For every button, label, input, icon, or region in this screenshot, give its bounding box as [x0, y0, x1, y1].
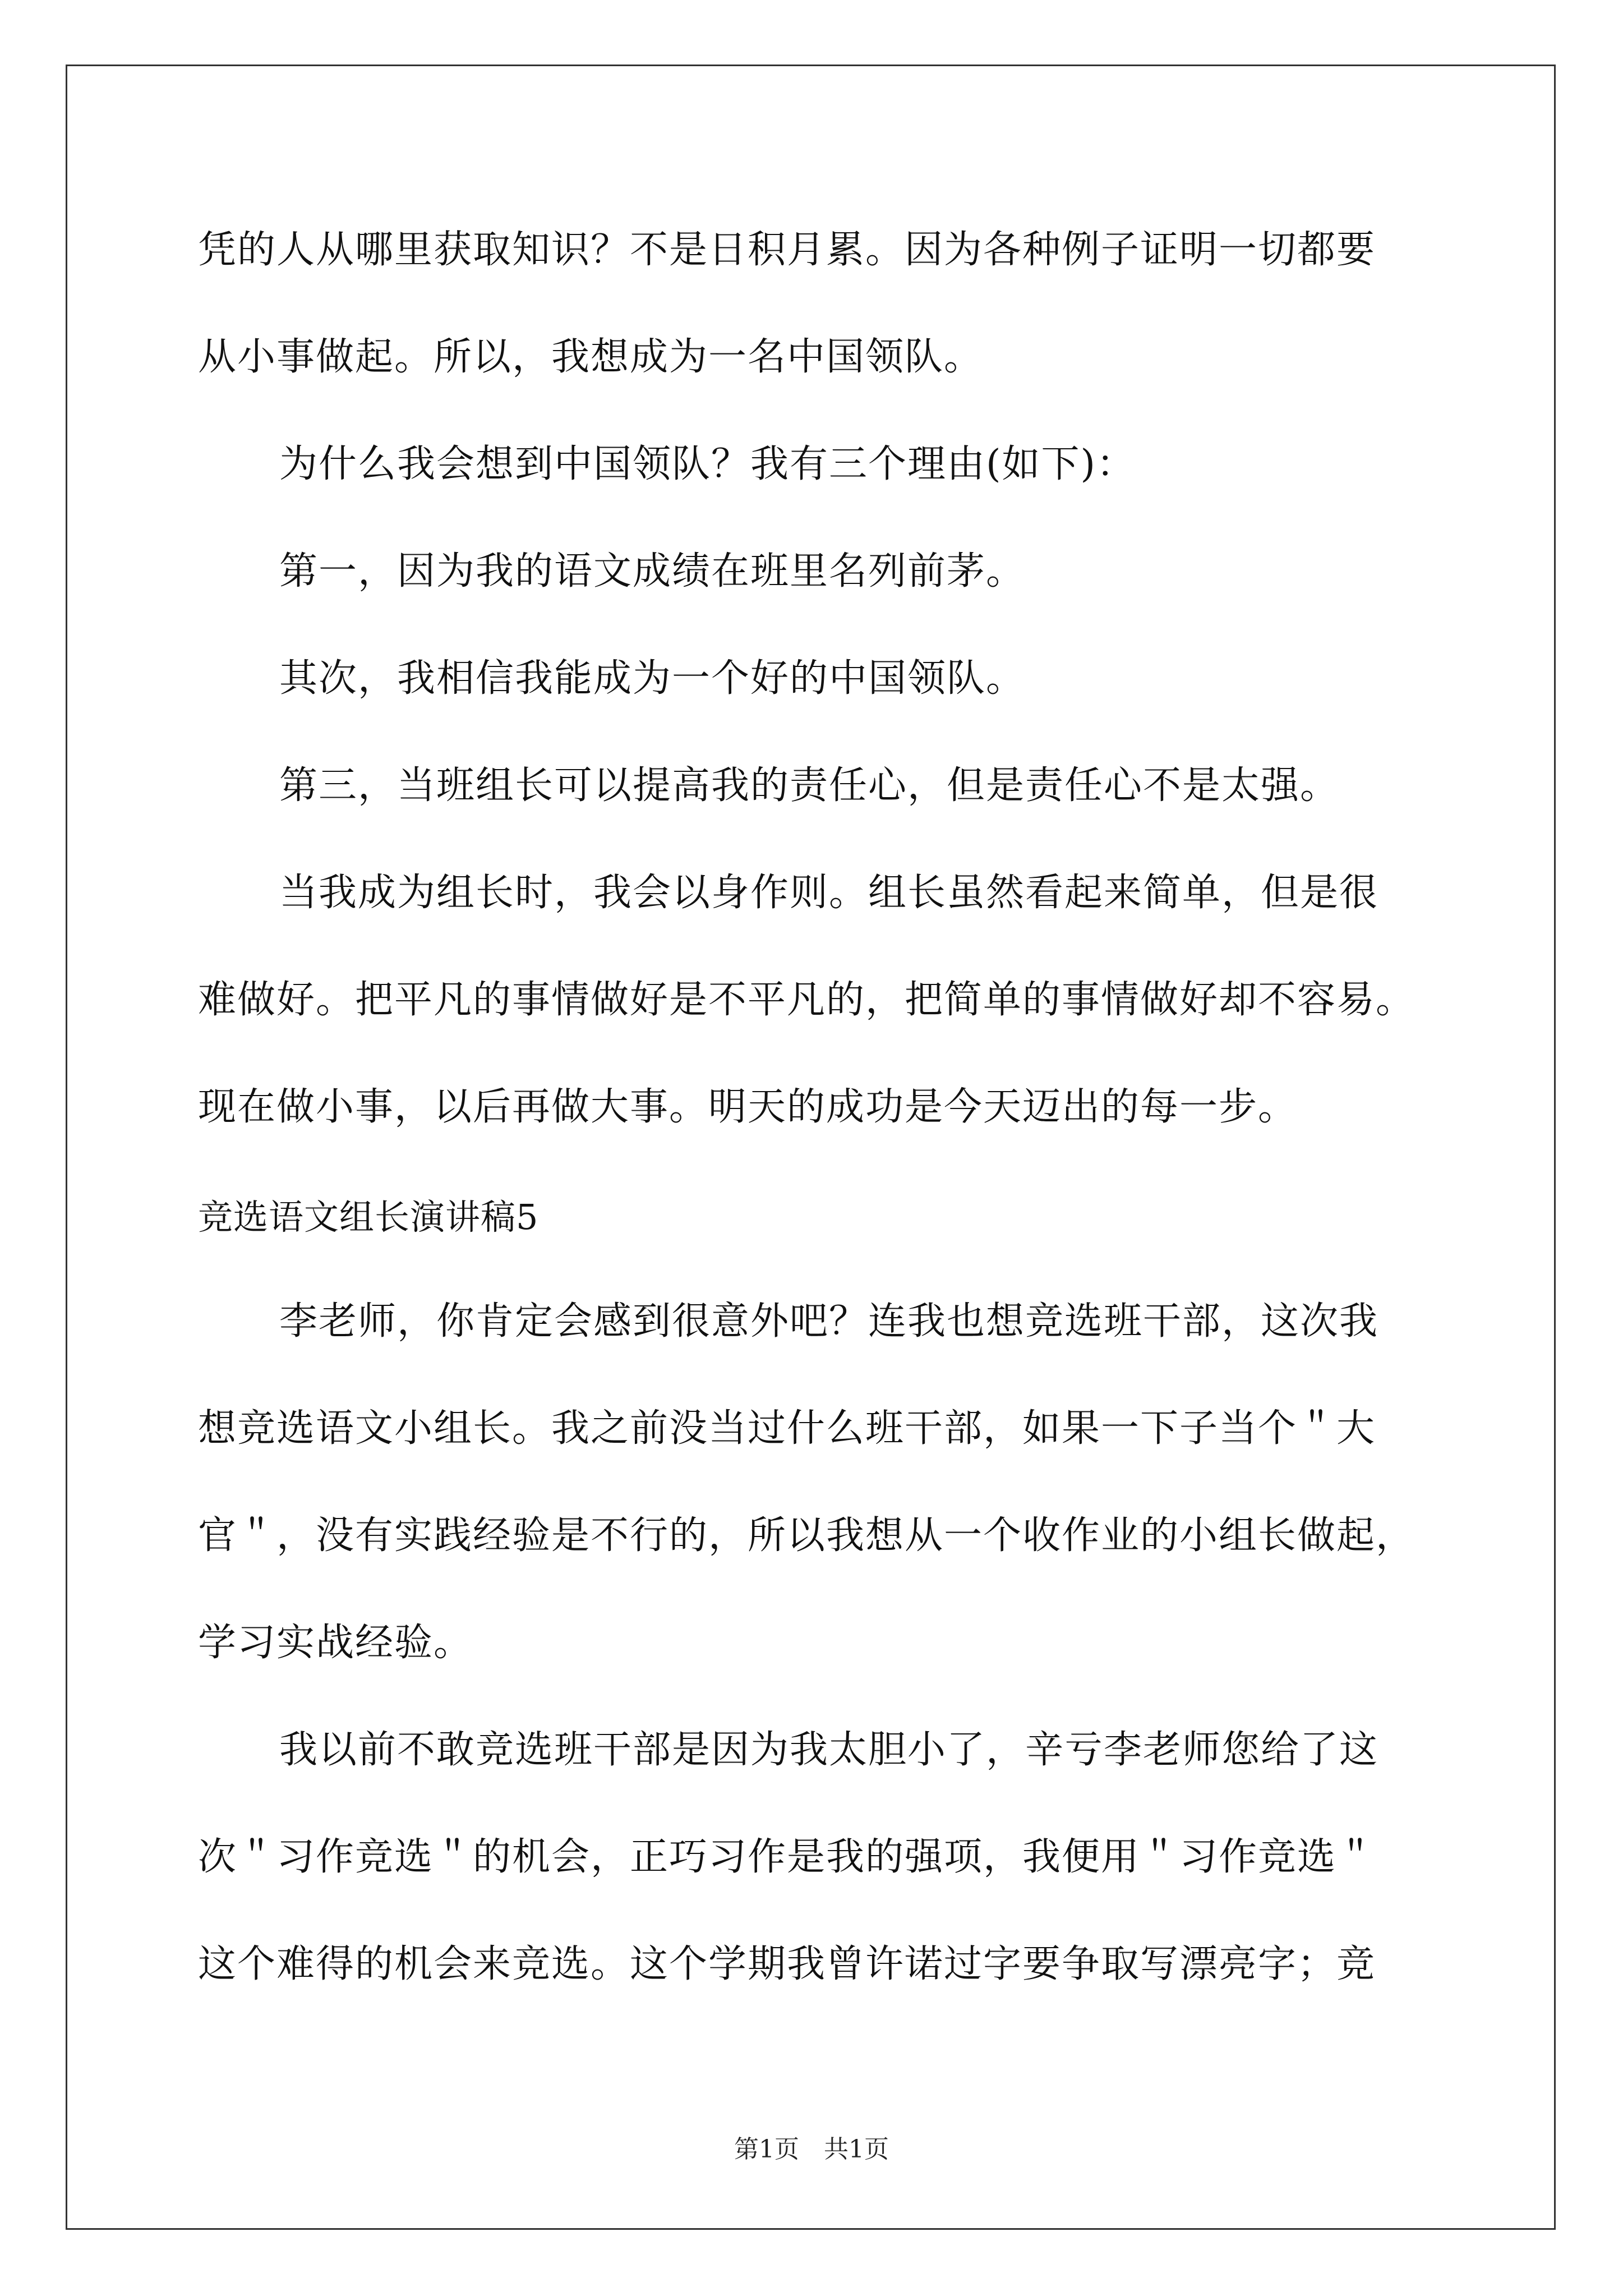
text-line: 我以前不敢竞选班干部是因为我太胆小了，辛亏李老师您给了这: [279, 1728, 1379, 1772]
text-line: 官＂，没有实践经验是不行的，所以我想从一个收作业的小组长做起，: [198, 1513, 1415, 1558]
text-line: 学习实战经验。: [198, 1621, 473, 1665]
page-number-footer: 第1页 共1页: [734, 2135, 889, 2164]
text-line: 其次，我相信我能成为一个好的中国领队。: [279, 656, 1026, 701]
text-line: 为什么我会想到中国领队？我有三个理由(如下)：: [279, 442, 1136, 486]
text-line: 次＂习作竞选＂的机会，正巧习作是我的强项，我便用＂习作竞选＂: [198, 1835, 1376, 1879]
text-line: 李老师，你肯定会感到很意外吧？连我也想竞选班干部，这次我: [279, 1299, 1379, 1343]
section-heading: 竞选语文组长演讲稿5: [198, 1197, 539, 1237]
text-line: 想竞选语文小组长。我之前没当过什么班干部，如果一下子当个＂大: [198, 1406, 1376, 1451]
page-border: [66, 65, 1556, 2230]
text-line: 现在做小事，以后再做大事。明天的成功是今天迈出的每一步。: [198, 1085, 1298, 1129]
text-line: 第一，因为我的语文成绩在班里名列前茅。: [279, 549, 1026, 593]
text-line: 当我成为组长时，我会以身作则。组长虽然看起来简单，但是很: [279, 871, 1379, 915]
text-line: 从小事做起。所以，我想成为一名中国领队。: [198, 335, 984, 379]
text-line: 这个难得的机会来竞选。这个学期我曾许诺过字要争取写漂亮字；竞: [198, 1942, 1376, 1986]
text-line: 凭的人从哪里获取知识？不是日积月累。因为各种例子证明一切都要: [198, 228, 1376, 272]
text-line: 难做好。把平凡的事情做好是不平凡的，把简单的事情做好却不容易。: [198, 978, 1415, 1022]
text-line: 第三，当班组长可以提高我的责任心，但是责任心不是太强。: [279, 763, 1340, 808]
